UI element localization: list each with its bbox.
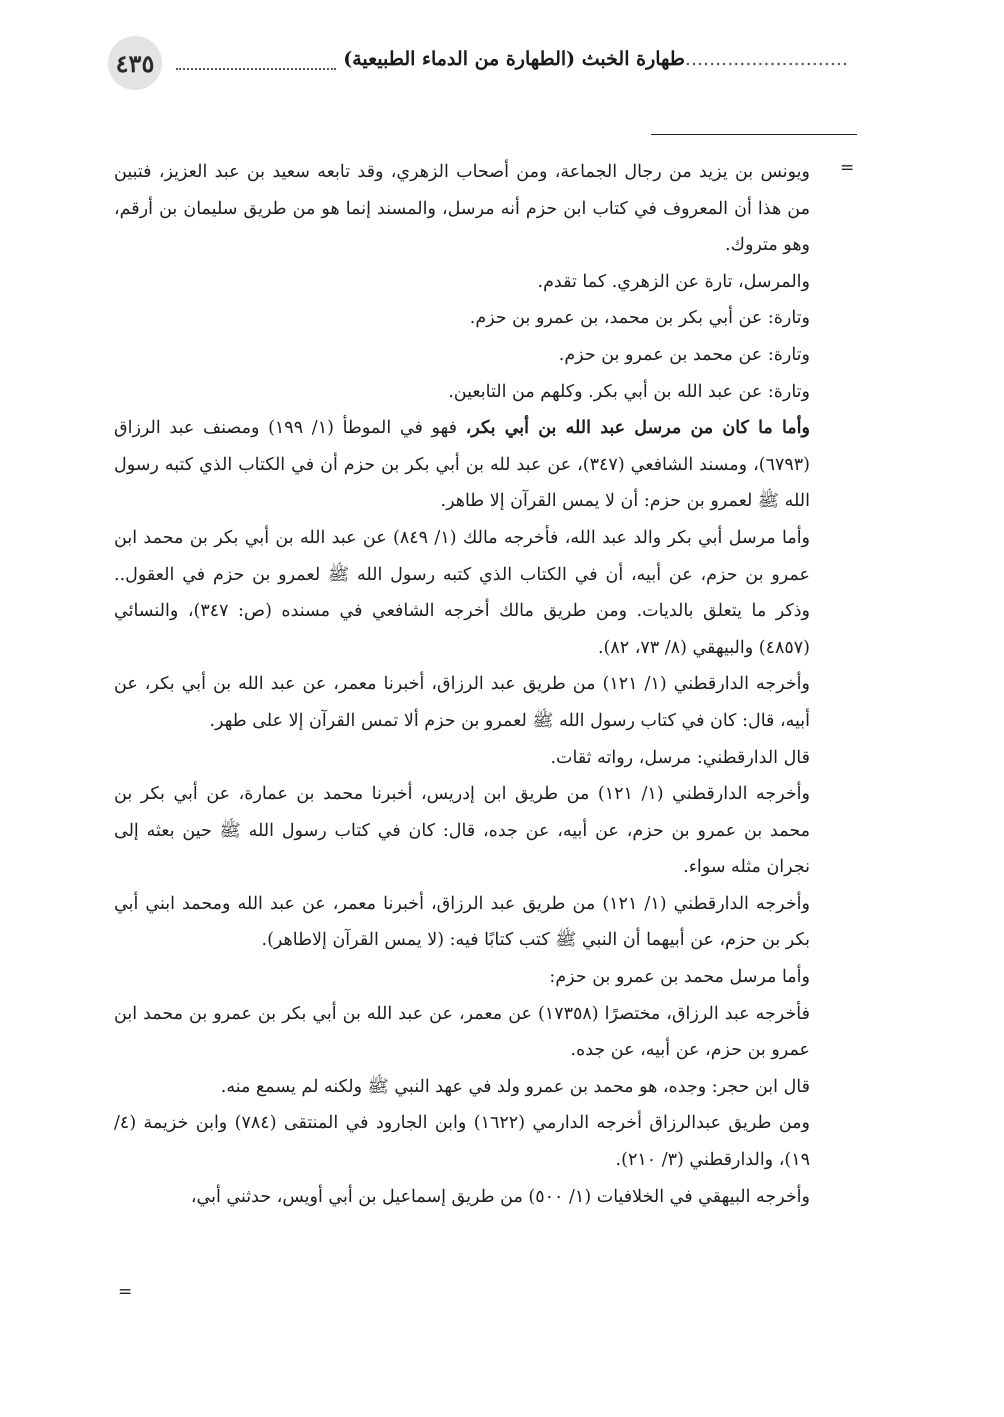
paragraph: وأخرجه الدارقطني (١/ ١٢١) من طريق ابن إدريس، أخبرنا محمد بن عمارة، عن أبي بكر بن محمد بن عمرو بن حزم، عن أبيه، عن جده، قال: كان في كتاب رسول الله ﷺ حين بعثه إلى نجران مثله سواء. — [114, 784, 810, 878]
page-header — [108, 36, 848, 96]
paragraph-rest: فهو في الموطأ (١/ ١٩٩) ومصنف عبد الرزاق (٦٧٩٣)، ومسند الشافعي (٣٤٧)، عن عبد لله بن أبي بكر بن حزم أن في الكتاب الذي كتبه رسول الله ﷺ لعمرو بن حزم: أن لا يمس القرآن إلا طاهر. — [114, 418, 810, 512]
dots-icon: ........................... — [684, 48, 848, 70]
page-number: ٤٣٥ — [108, 36, 162, 90]
paragraph: وأما مرسل أبي بكر والد عبد الله، فأخرجه مالك (١/ ٨٤٩) عن عبد الله بن أبي بكر بن محمد ابن عمرو بن حزم، عن أبيه، أن في الكتاب الذي كتبه رسول الله ﷺ لعمرو بن حزم في العقول.. وذكر ما يتعلق بالديات. ومن طريق مالك أخرجه الشافعي في مسنده (ص: ٣٤٧)، والنسائي (٤٨٥٧) والبيهقي (٨/ ٧٣، ٨٢). — [114, 527, 811, 658]
paragraph: وأما مرسل محمد بن عمرو بن حزم: — [549, 967, 810, 988]
continues-to-mark: = — [118, 1282, 133, 1302]
footnote-rule — [651, 134, 857, 135]
paragraph: قال ابن حجر: وجده، هو محمد بن عمرو ولد في عهد النبي ﷺ ولكنه لم يسمع منه. — [220, 1076, 810, 1097]
paragraph: وأخرجه الدارقطني (١/ ١٢١) من طريق عبد الرزاق، أخبرنا معمر، عن عبد الله بن أبي بكر، عن أبيه، قال: كان في كتاب رسول الله ﷺ لعمرو بن حزم ألا تمس القرآن إلا على طهر. — [114, 674, 810, 731]
paragraph: قال الدارقطني: مرسل، رواته ثقات. — [550, 747, 810, 768]
paragraph: وأخرجه البيهقي في الخلافيات (١/ ٥٠٠) من طريق إسماعيل بن أبي أويس، حدثني أبي، — [190, 1186, 810, 1207]
running-title — [343, 48, 848, 70]
paragraph: وتارة: عن محمد بن عمرو بن حزم. — [558, 344, 810, 365]
paragraph: وتارة: عن أبي بكر بن محمد، بن عمرو بن حزم. — [469, 308, 810, 329]
paragraph: وأخرجه الدارقطني (١/ ١٢١) من طريق عبد الرزاق، أخبرنا معمر، عن عبد الله ومحمد ابني أبي بكر بن حزم، عن أبيهما أن النبي ﷺ كتب كتابًا فيه: (لا يمس القرآن إلاطاهر). — [114, 893, 810, 951]
bold-lead: وأما ما كان من مرسل عبد الله بن أبي بكر، — [465, 418, 810, 439]
paragraph: ويونس بن يزيد من رجال الجماعة، ومن أصحاب الزهري، وقد تابعه سعيد بن عبد العزيز، فتبين من هذا أن المعروف في كتاب ابن حزم أنه مرسل، والمسند إنما هو من طريق سليمان بن أرقم، وهو متروك. — [114, 162, 810, 256]
paragraph: وتارة: عن عبد الله بن أبي بكر. وكلهم من التابعين. — [448, 381, 810, 402]
continued-from-mark: = — [840, 158, 855, 178]
running-title-text: طهارة الخبث (الطهارة من الدماء الطبيعية) — [343, 48, 685, 70]
footnote-text — [114, 154, 810, 1215]
paragraph: والمرسل، تارة عن الزهري. كما تقدم. — [537, 271, 810, 292]
paragraph: فأخرجه عبد الرزاق، مختصرًا (١٧٣٥٨) عن معمر، عن عبد الله بن أبي بكر بن عمرو بن محمد ابن عمرو بن حزم، عن أبيه، عن جده. — [114, 1003, 810, 1061]
paragraph: ومن طريق عبدالرزاق أخرجه الدارمي (١٦٢٢) وابن الجارود في المنتقى (٧٨٤) وابن خزيمة (٤/ ١٩)، والدارقطني (٣/ ٢١٠). — [114, 1113, 810, 1171]
leader-dots — [176, 54, 336, 70]
paragraph — [114, 410, 810, 520]
